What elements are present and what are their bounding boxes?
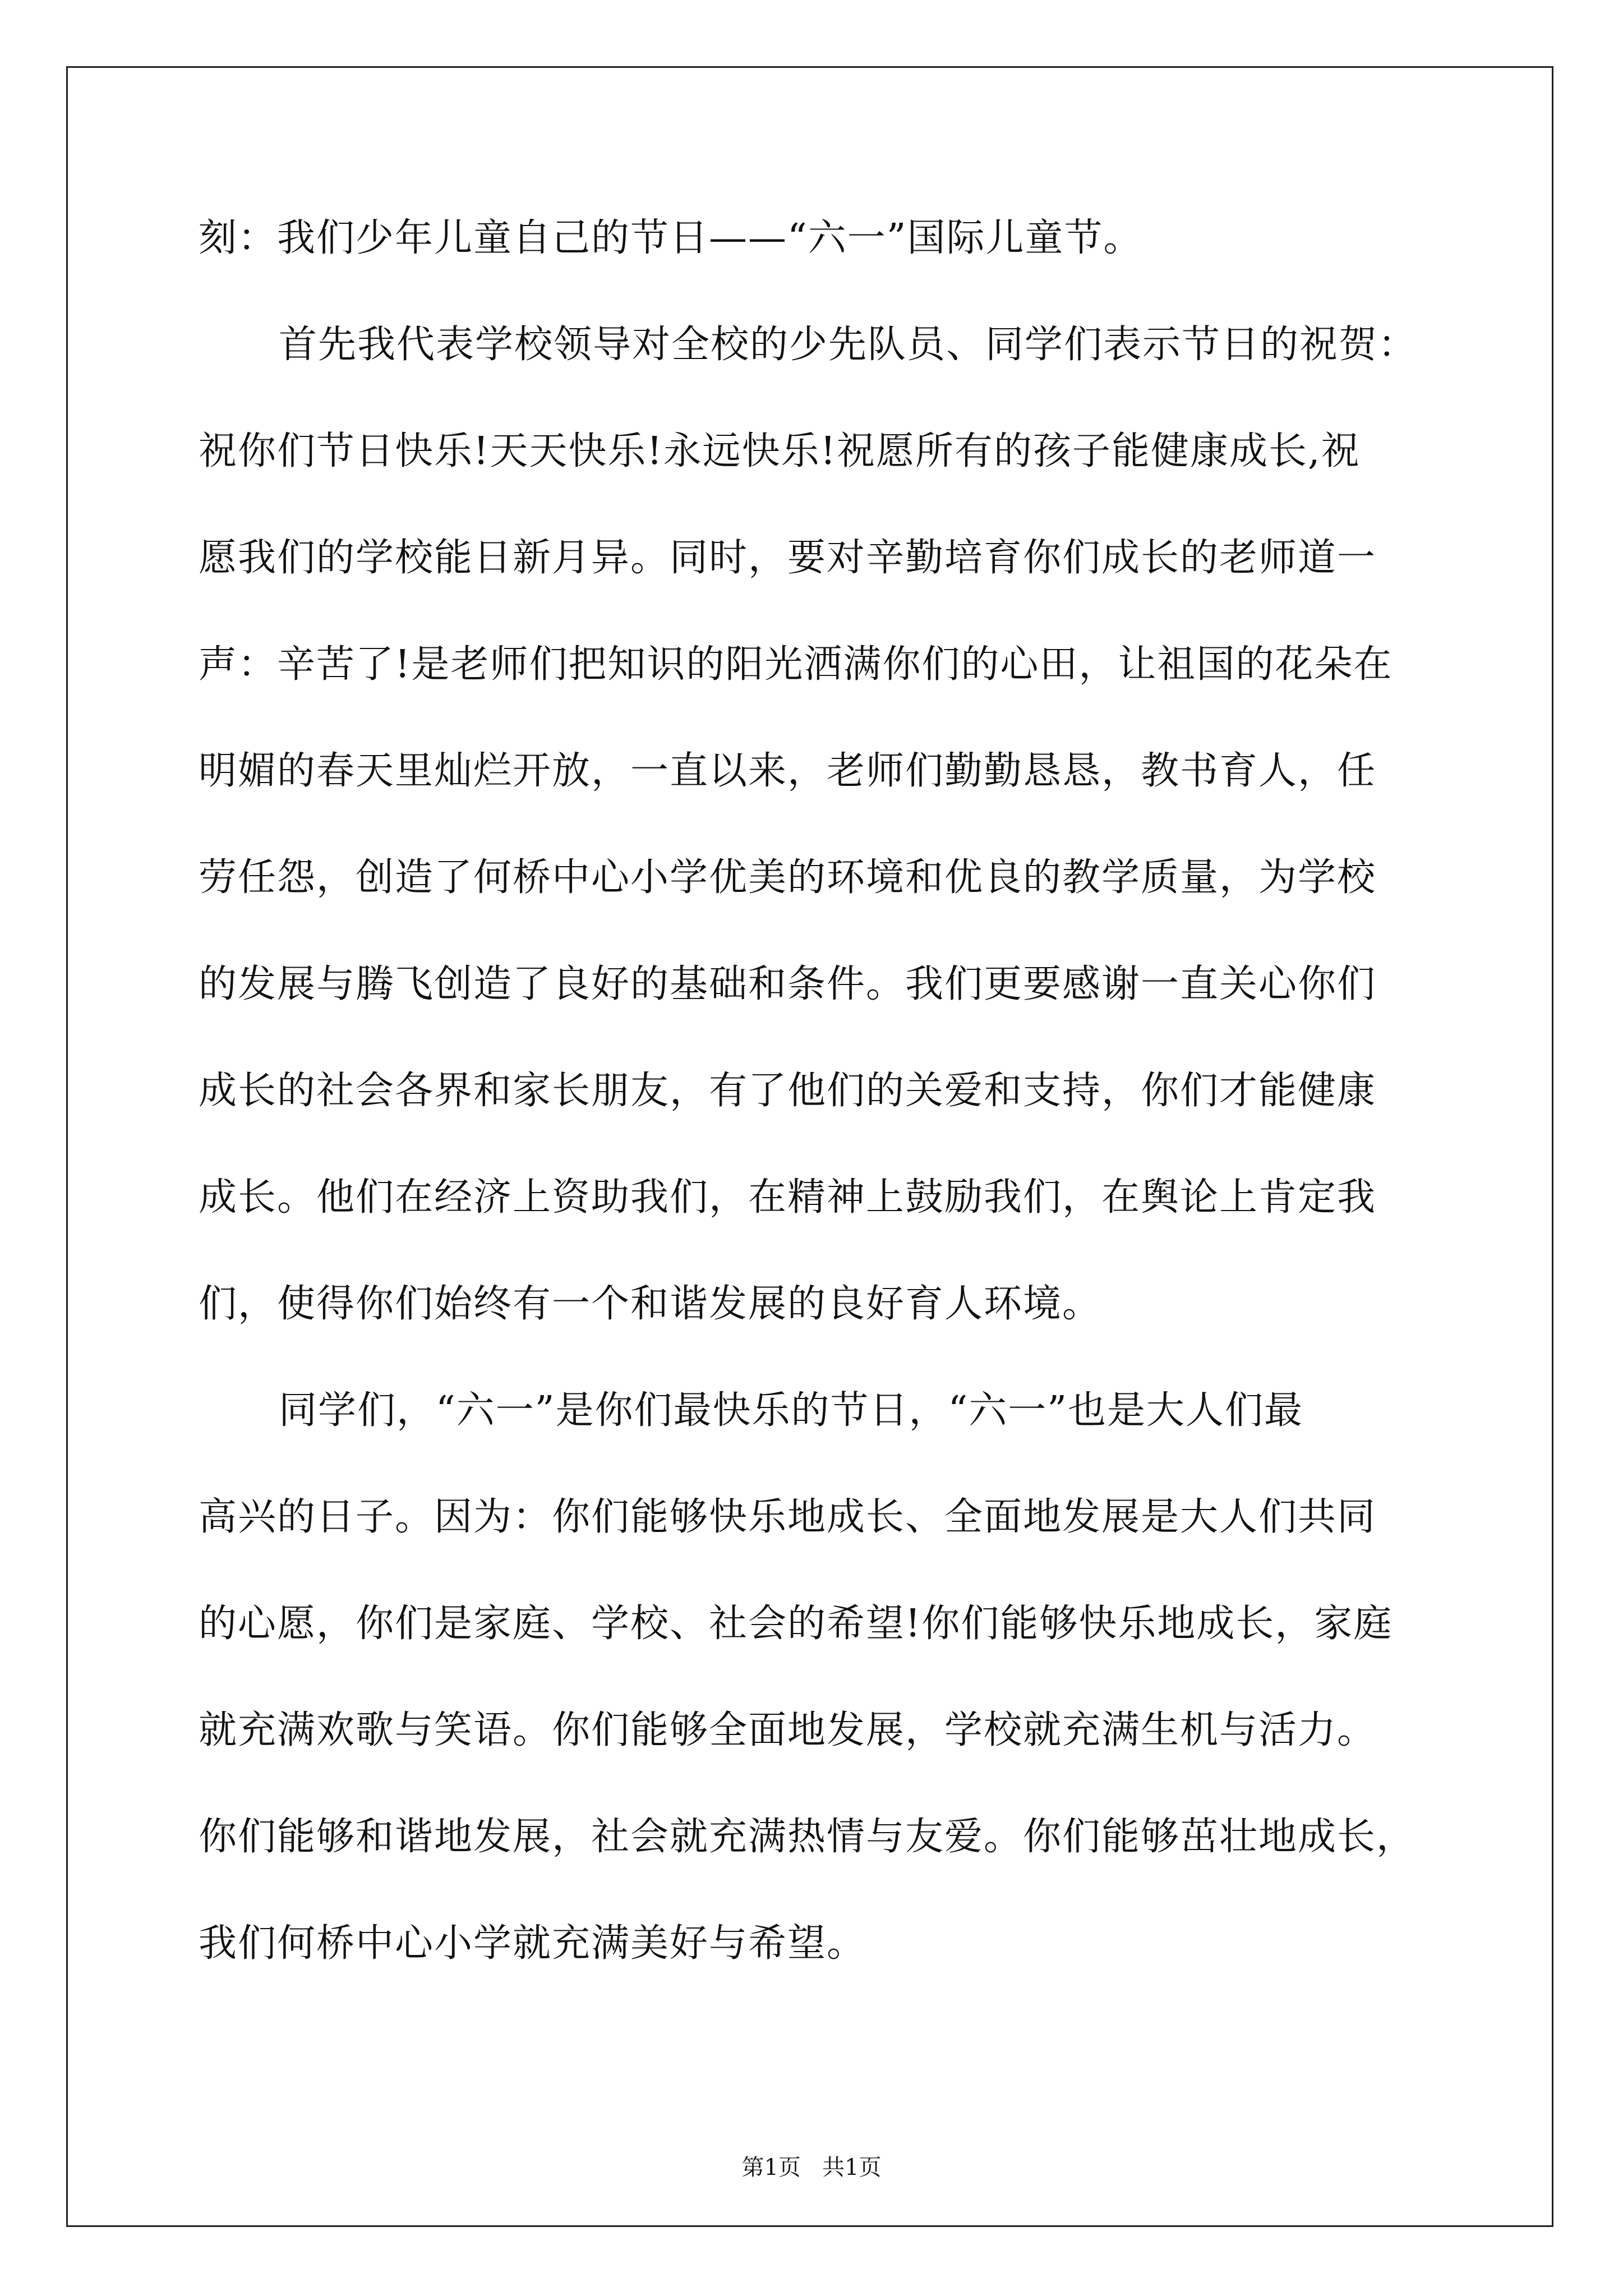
text-line: 明媚的春天里灿烂开放，一直以来，老师们勤勤恳恳，教书育人，任	[199, 749, 1377, 793]
page-frame	[66, 66, 1553, 2227]
text-line: 刻：我们少年儿童自己的节日——“六一”国际儿童节。	[199, 216, 1143, 260]
text-line: 你们能够和谐地发展，社会就充满热情与友爱。你们能够茁壮地成长，	[199, 1815, 1416, 1859]
text-line: 就充满欢歌与笑语。你们能够全面地发展，学校就充满生机与活力。	[199, 1708, 1377, 1752]
text-line: 的发展与腾飞创造了良好的基础和条件。我们更要感谢一直关心你们	[199, 962, 1377, 1006]
text-line: 成长。他们在经济上资助我们，在精神上鼓励我们，在舆论上肯定我	[199, 1175, 1377, 1220]
text-line: 愿我们的学校能日新月异。同时，要对辛勤培育你们成长的老师道一	[199, 536, 1377, 580]
text-line: 成长的社会各界和家长朋友，有了他们的关爱和支持，你们才能健康	[199, 1069, 1377, 1113]
text-line: 高兴的日子。因为：你们能够快乐地成长、全面地发展是大人们共同	[199, 1495, 1377, 1539]
paragraph-first-line: 首先我代表学校领导对全校的少先队员、同学们表示节日的祝贺：	[279, 323, 1418, 367]
page-number-footer: 第1页 共1页	[741, 2155, 882, 2180]
text-line: 声：辛苦了!是老师们把知识的阳光洒满你们的心田，让祖国的花朵在	[199, 642, 1393, 687]
text-line: 我们何桥中心小学就充满美好与希望。	[199, 1921, 866, 1966]
paragraph-first-line: 同学们，“六一”是你们最快乐的节日，“六一”也是大人们最	[279, 1388, 1304, 1433]
text-line: 的心愿，你们是家庭、学校、社会的希望!你们能够快乐地成长，家庭	[199, 1602, 1393, 1646]
text-line: 们，使得你们始终有一个和谐发展的良好育人环境。	[199, 1282, 1102, 1326]
text-line: 祝你们节日快乐!天天快乐!永远快乐!祝愿所有的孩子能健康成长,祝	[199, 429, 1361, 473]
text-line: 劳任怨，创造了何桥中心小学优美的环境和优良的教学质量，为学校	[199, 855, 1377, 900]
